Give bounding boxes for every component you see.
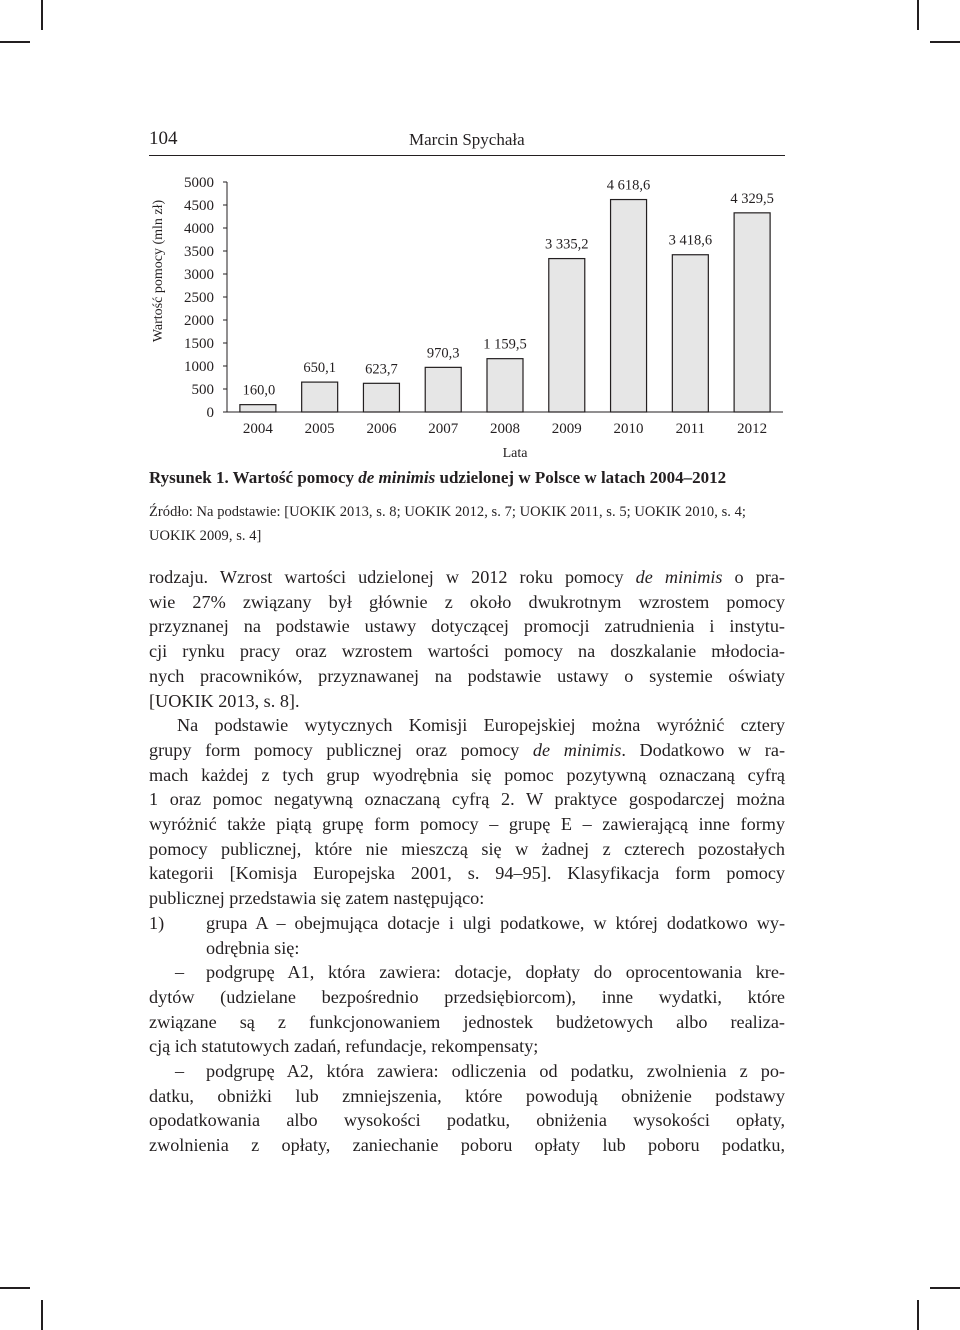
bar-2008 xyxy=(487,359,523,412)
text-segment: . Dodatkowo w ra- xyxy=(621,739,785,760)
x-tick-label: 2005 xyxy=(304,421,335,437)
y-tick-label: 500 xyxy=(191,382,214,398)
data-label-2005: 650,1 xyxy=(303,360,336,377)
text-line xyxy=(149,738,785,763)
data-label-2012: 4 329,5 xyxy=(730,190,774,207)
body-text xyxy=(149,565,785,1158)
x-tick-label: 2012 xyxy=(737,421,768,437)
data-label-2006: 623,7 xyxy=(365,361,398,378)
list-dash: – xyxy=(175,962,185,983)
text-line: związane są z funkcjonowaniem jednostek budżetowych albo realiza- xyxy=(149,1011,785,1032)
bar-2005 xyxy=(302,382,338,412)
y-tick-label: 4500 xyxy=(184,198,214,214)
text-line: opodatkowania albo wysokości podatku, obniżenia wysokości opłaty, xyxy=(149,1110,785,1131)
bar-2004 xyxy=(240,405,276,412)
text-line: zwolnienia z opłaty, zaniechanie poboru opłaty lub poboru podatku, xyxy=(149,1135,785,1156)
data-label-2007: 970,3 xyxy=(426,345,460,362)
classification-list xyxy=(149,911,785,1158)
sublist-item-a2: podgrupę A2, która zawiera: odliczenia od podatku, zwolnienia z po- – xyxy=(149,1059,785,1084)
x-tick-label: 2009 xyxy=(551,421,582,437)
text-line: przyznanej na podstawie ustawy dotyczącej promocji zatrudnienia i instytu- xyxy=(149,616,785,637)
x-tick-label: 2006 xyxy=(366,421,397,437)
text-segment: o pra- xyxy=(722,567,785,587)
bar-2006 xyxy=(363,383,399,412)
sublist-item-a1: podgrupę A1, która zawiera: dotacje, dopłaty do oprocentowania kre- – xyxy=(149,960,785,985)
bar-2007 xyxy=(425,367,461,412)
list-item-1: grupa A – obejmująca dotacje i ulgi podatkowe, w której dodatkowo wy- 1) xyxy=(149,911,785,936)
caption-suffix: udzielonej w Polsce w latach 2004–2012 xyxy=(435,468,727,487)
text-line: 1 oraz pomoc negatywną oznaczaną cyfrą 2. W praktyce gospodarczej można xyxy=(149,789,785,810)
text-line: [UOKIK 2013, s. 8]. xyxy=(149,690,300,711)
y-tick-label: 2500 xyxy=(184,290,214,306)
data-label-2011: 3 418,6 xyxy=(668,232,713,249)
y-tick-label: 3000 xyxy=(184,267,214,283)
y-tick-label: 4000 xyxy=(184,221,214,237)
y-tick-label: 3500 xyxy=(184,244,214,260)
text-line: nych pracowników, przyznawanej na podstawie ustawy o systemie oświaty xyxy=(149,665,785,686)
y-tick-label: 1500 xyxy=(184,336,214,352)
text-line: wie 27% związany był głównie z około dwukrotnym wzrostem pomocy xyxy=(149,591,785,612)
page-number: 104 xyxy=(149,128,178,149)
italic-term: de minimis xyxy=(635,567,723,587)
text-line: odrębnia się: xyxy=(206,937,300,958)
bar-2009 xyxy=(549,259,585,412)
text-line: Na podstawie wytycznych Komisji Europejskiej można wyróżnić cztery xyxy=(177,715,785,736)
caption-prefix: Rysunek 1. Wartość pomocy xyxy=(149,468,359,487)
x-axis-title: Lata xyxy=(502,446,528,461)
bar-chart xyxy=(140,165,790,465)
x-tick-label: 2007 xyxy=(428,421,459,437)
text-line: publicznej przedstawia się zatem następująco: xyxy=(149,888,485,909)
caption-italic: de minimis xyxy=(358,468,436,487)
data-label-2008: 1 159,5 xyxy=(483,336,527,353)
crop-mark xyxy=(917,0,919,30)
crop-mark xyxy=(0,41,30,43)
crop-mark xyxy=(930,41,960,43)
y-tick-label: 2000 xyxy=(184,313,214,329)
text-segment: grupy form pomocy publicznej oraz pomocy xyxy=(149,739,533,760)
italic-term: de minimis xyxy=(532,739,622,760)
running-header xyxy=(149,128,785,156)
bar-2010 xyxy=(611,200,647,412)
x-tick-label: 2011 xyxy=(675,421,706,437)
data-label-2004: 160,0 xyxy=(242,382,276,399)
text-segment: rodzaju. Wzrost wartości udzielonej w 2012 roku pomocy xyxy=(149,567,636,587)
text-line: cją ich statutowych zadań, refundacje, rekompensaty; xyxy=(149,1036,539,1057)
x-tick-label: 2004 xyxy=(242,421,273,437)
text-line: pomocy publicznej, które nie mieszczą się w żadnej z czterech pozostałych xyxy=(149,838,785,859)
y-tick-label: 5000 xyxy=(184,175,214,191)
running-head-author: Marcin Spychała xyxy=(409,130,525,149)
figure-source: Źródło: Na podstawie: [UOKIK 2013, s. 8; UOKIK 2012, s. 7; UOKIK 2011, s. 5; UOKIK 2010, s. 4; UOKIK 2009, s. 4] xyxy=(149,504,747,544)
figure-caption xyxy=(149,468,726,488)
bar-2012 xyxy=(734,213,770,412)
x-tick-label: 2010 xyxy=(613,421,644,437)
text-line: mach każdej z tych grup wyodrębnia się pomoc pozytywną oznaczaną cyfrą xyxy=(149,764,785,785)
crop-mark xyxy=(930,1287,960,1289)
text-line xyxy=(149,565,785,590)
y-tick-label: 0 xyxy=(206,405,214,421)
y-axis-title: Wartość pomocy (mln zł) xyxy=(151,199,166,343)
paragraph-2 xyxy=(149,713,785,911)
crop-mark xyxy=(917,1300,919,1330)
crop-mark xyxy=(0,1287,30,1289)
x-tick-label: 2008 xyxy=(490,421,520,437)
list-number: 1) xyxy=(149,912,165,933)
crop-mark xyxy=(41,1300,43,1330)
text-line: dytów (udzielane bezpośrednio przedsiębiorcom), inne wydatki, które xyxy=(149,986,785,1007)
data-label-2009: 3 335,2 xyxy=(545,236,589,253)
data-label-2010: 4 618,6 xyxy=(606,177,651,194)
list-dash: – xyxy=(175,1061,185,1082)
text-line: kategorii [Komisja Europejska 2001, s. 94–95]. Klasyfikacja form pomocy xyxy=(149,863,785,884)
text-line: datku, obniżki lub zmniejszenia, które powodują obniżenie podstawy xyxy=(149,1085,785,1106)
text-line: cji rynku pracy oraz wzrostem wartości pomocy na doszkalanie młodocia- xyxy=(149,641,785,662)
paragraph-1 xyxy=(149,565,785,713)
crop-mark xyxy=(41,0,43,30)
y-tick-label: 1000 xyxy=(184,359,214,375)
text-line: wyróżnić także piątą grupę form pomocy – grupę E – zawierającą inne formy xyxy=(149,814,785,835)
bar-2011 xyxy=(672,255,708,412)
